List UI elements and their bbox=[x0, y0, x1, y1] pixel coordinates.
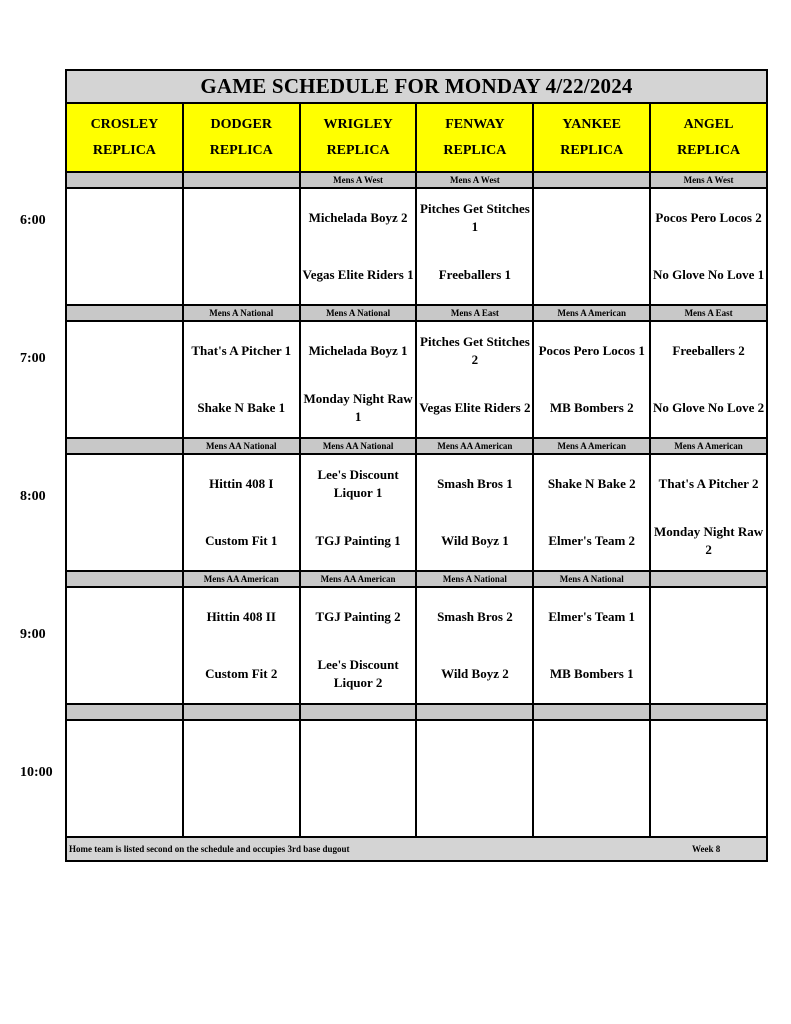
home-team: TGJ Painting 1 bbox=[315, 533, 401, 549]
division-label bbox=[533, 704, 650, 720]
visiting-team bbox=[184, 732, 299, 768]
game-cell bbox=[650, 321, 767, 438]
game-row bbox=[66, 587, 767, 704]
game-cell bbox=[183, 188, 300, 305]
visiting-team: Shake N Bake 2 bbox=[547, 475, 636, 491]
visiting-team: Hittin 408 I bbox=[209, 475, 274, 491]
field-header-fenway bbox=[416, 103, 533, 172]
division-label bbox=[66, 704, 183, 720]
matchup bbox=[417, 455, 532, 570]
game-cell bbox=[533, 321, 650, 438]
schedule-title: GAME SCHEDULE FOR MONDAY 4/22/2024 bbox=[66, 70, 767, 103]
game-cell bbox=[183, 720, 300, 837]
division-row bbox=[66, 704, 767, 720]
visiting-team: Smash Bros 2 bbox=[437, 608, 513, 624]
visiting-team bbox=[417, 732, 532, 768]
home-team: Monday Night Raw 2 bbox=[654, 524, 764, 558]
division-label bbox=[650, 571, 767, 587]
game-cell bbox=[416, 188, 533, 305]
division-label: Mens A National bbox=[416, 571, 533, 587]
visiting-team: That's A Pitcher 1 bbox=[191, 342, 292, 358]
visiting-team bbox=[67, 732, 182, 768]
game-row bbox=[66, 188, 767, 305]
division-label bbox=[66, 305, 183, 321]
division-label bbox=[66, 172, 183, 188]
division-label: Mens AA National bbox=[300, 438, 417, 454]
visiting-team bbox=[301, 732, 416, 768]
game-cell bbox=[183, 587, 300, 704]
division-row bbox=[66, 571, 767, 587]
home-team bbox=[67, 523, 182, 559]
game-cell bbox=[300, 454, 417, 571]
week-label: Week 8 bbox=[692, 844, 721, 854]
field-name: FENWAY bbox=[445, 116, 505, 132]
game-cell bbox=[533, 454, 650, 571]
schedule-sheet bbox=[65, 69, 768, 862]
visiting-team: Smash Bros 1 bbox=[437, 475, 513, 491]
game-row bbox=[66, 454, 767, 571]
field-header-yankee bbox=[533, 103, 650, 172]
visiting-team bbox=[534, 732, 649, 768]
game-cell bbox=[533, 720, 650, 837]
home-team bbox=[184, 789, 299, 825]
field-name: CROSLEY bbox=[90, 116, 159, 132]
home-team: MB Bombers 1 bbox=[549, 666, 634, 682]
visiting-team bbox=[651, 732, 766, 768]
game-cell bbox=[416, 454, 533, 571]
home-team: No Glove No Love 1 bbox=[652, 267, 765, 283]
matchup bbox=[301, 721, 416, 836]
division-label: Mens A East bbox=[650, 305, 767, 321]
division-label: Mens AA American bbox=[416, 438, 533, 454]
home-team-note: Home team is listed second on the schedule and occupies 3rd base dugout bbox=[69, 844, 350, 854]
matchup bbox=[67, 721, 182, 836]
footer-cell bbox=[66, 837, 767, 861]
game-row bbox=[66, 321, 767, 438]
game-cell bbox=[66, 454, 183, 571]
matchup bbox=[534, 721, 649, 836]
division-row bbox=[66, 438, 767, 454]
matchup bbox=[417, 588, 532, 703]
time-label: 7:00 bbox=[20, 351, 46, 366]
visiting-team bbox=[184, 200, 299, 236]
field-name: YANKEE bbox=[562, 116, 622, 132]
division-label bbox=[416, 704, 533, 720]
matchup bbox=[184, 721, 299, 836]
game-cell bbox=[66, 321, 183, 438]
home-team bbox=[67, 656, 182, 692]
home-team bbox=[301, 789, 416, 825]
matchup bbox=[534, 455, 649, 570]
visiting-team: Elmer's Team 1 bbox=[548, 608, 636, 624]
visiting-team: Pocos Pero Locos 1 bbox=[538, 342, 645, 358]
field-name: DODGER bbox=[210, 116, 272, 132]
game-cell bbox=[416, 321, 533, 438]
field-header-angel bbox=[650, 103, 767, 172]
field-subtitle: REPLICA bbox=[92, 142, 156, 158]
home-team: Vegas Elite Riders 1 bbox=[302, 267, 414, 283]
visiting-team: Pitches Get Stitches 2 bbox=[420, 333, 530, 367]
visiting-team: Lee's Discount Liquor 1 bbox=[317, 466, 399, 500]
game-cell bbox=[300, 720, 417, 837]
title-row bbox=[66, 70, 767, 103]
matchup bbox=[534, 588, 649, 703]
division-label: Mens AA American bbox=[300, 571, 417, 587]
home-team: No Glove No Love 2 bbox=[652, 400, 765, 416]
matchup bbox=[184, 455, 299, 570]
matchup bbox=[651, 588, 766, 703]
field-subtitle: REPLICA bbox=[209, 142, 273, 158]
game-cell bbox=[300, 321, 417, 438]
division-row bbox=[66, 305, 767, 321]
home-team bbox=[417, 789, 532, 825]
matchup bbox=[417, 189, 532, 304]
matchup bbox=[301, 588, 416, 703]
visiting-team: That's A Pitcher 2 bbox=[658, 475, 759, 491]
game-cell bbox=[416, 720, 533, 837]
home-team bbox=[534, 789, 649, 825]
game-cell bbox=[533, 188, 650, 305]
game-cell bbox=[300, 587, 417, 704]
matchup bbox=[417, 721, 532, 836]
visiting-team bbox=[67, 466, 182, 502]
visiting-team: TGJ Painting 2 bbox=[315, 608, 401, 624]
game-row bbox=[66, 720, 767, 837]
visiting-team bbox=[534, 200, 649, 236]
game-cell bbox=[183, 454, 300, 571]
matchup bbox=[67, 322, 182, 437]
game-cell bbox=[533, 587, 650, 704]
game-cell bbox=[66, 188, 183, 305]
game-cell bbox=[183, 321, 300, 438]
time-label: 9:00 bbox=[20, 627, 46, 642]
field-header-dodger bbox=[183, 103, 300, 172]
matchup bbox=[651, 721, 766, 836]
home-team: Custom Fit 2 bbox=[205, 666, 278, 682]
field-subtitle: REPLICA bbox=[443, 142, 507, 158]
visiting-team bbox=[651, 599, 766, 635]
visiting-team: Hittin 408 II bbox=[206, 608, 276, 624]
field-name: WRIGLEY bbox=[323, 116, 393, 132]
field-subtitle: REPLICA bbox=[326, 142, 390, 158]
home-team: MB Bombers 2 bbox=[549, 400, 634, 416]
home-team: Vegas Elite Riders 2 bbox=[419, 400, 531, 416]
field-name: ANGEL bbox=[683, 116, 734, 132]
field-subtitle: REPLICA bbox=[677, 142, 741, 158]
division-row bbox=[66, 172, 767, 188]
home-team bbox=[651, 656, 766, 692]
matchup bbox=[67, 588, 182, 703]
matchup bbox=[651, 189, 766, 304]
game-cell bbox=[300, 188, 417, 305]
division-label bbox=[650, 704, 767, 720]
visiting-team bbox=[67, 200, 182, 236]
home-team: Elmer's Team 2 bbox=[548, 533, 636, 549]
time-label: 8:00 bbox=[20, 489, 46, 504]
division-label: Mens A East bbox=[416, 305, 533, 321]
matchup bbox=[301, 455, 416, 570]
footer-row bbox=[66, 837, 767, 861]
visiting-team bbox=[67, 599, 182, 635]
division-label bbox=[300, 704, 417, 720]
home-team: Lee's Discount Liquor 2 bbox=[317, 657, 399, 691]
matchup bbox=[184, 322, 299, 437]
division-label: Mens AA National bbox=[183, 438, 300, 454]
visiting-team: Pocos Pero Locos 2 bbox=[655, 209, 762, 225]
division-label bbox=[183, 704, 300, 720]
game-cell bbox=[66, 587, 183, 704]
home-team bbox=[67, 390, 182, 426]
division-label: Mens A West bbox=[416, 172, 533, 188]
field-header-crosley bbox=[66, 103, 183, 172]
home-team: Freeballers 1 bbox=[438, 267, 512, 283]
matchup bbox=[651, 455, 766, 570]
home-team bbox=[184, 257, 299, 293]
time-label: 10:00 bbox=[20, 765, 53, 780]
matchup bbox=[534, 322, 649, 437]
visiting-team: Pitches Get Stitches 1 bbox=[420, 200, 530, 234]
matchup bbox=[301, 322, 416, 437]
matchup bbox=[184, 189, 299, 304]
visiting-team bbox=[67, 333, 182, 369]
home-team: Monday Night Raw 1 bbox=[303, 391, 413, 425]
field-subtitle: REPLICA bbox=[560, 142, 624, 158]
division-label: Mens A West bbox=[300, 172, 417, 188]
matchup bbox=[67, 189, 182, 304]
home-team: Custom Fit 1 bbox=[205, 533, 278, 549]
division-label: Mens A National bbox=[183, 305, 300, 321]
division-label: Mens A National bbox=[300, 305, 417, 321]
division-label: Mens A American bbox=[533, 305, 650, 321]
division-label: Mens A National bbox=[533, 571, 650, 587]
division-label bbox=[533, 172, 650, 188]
division-label: Mens AA American bbox=[183, 571, 300, 587]
home-team: Wild Boyz 1 bbox=[441, 533, 509, 549]
division-label bbox=[66, 571, 183, 587]
home-team bbox=[67, 257, 182, 293]
home-team bbox=[534, 257, 649, 293]
visiting-team: Michelada Boyz 2 bbox=[308, 209, 408, 225]
division-label: Mens A West bbox=[650, 172, 767, 188]
matchup bbox=[184, 588, 299, 703]
matchup bbox=[301, 189, 416, 304]
field-header-row bbox=[66, 103, 767, 172]
division-label bbox=[66, 438, 183, 454]
time-label: 6:00 bbox=[20, 213, 46, 228]
division-label bbox=[183, 172, 300, 188]
game-cell bbox=[650, 188, 767, 305]
matchup bbox=[67, 455, 182, 570]
division-label: Mens A American bbox=[533, 438, 650, 454]
home-team bbox=[67, 789, 182, 825]
game-cell bbox=[66, 720, 183, 837]
division-label: Mens A American bbox=[650, 438, 767, 454]
schedule-table bbox=[65, 69, 768, 862]
visiting-team: Michelada Boyz 1 bbox=[308, 342, 408, 358]
visiting-team: Freeballers 2 bbox=[672, 342, 745, 358]
home-team: Wild Boyz 2 bbox=[441, 666, 509, 682]
game-cell bbox=[650, 454, 767, 571]
home-team: Shake N Bake 1 bbox=[197, 400, 286, 416]
game-cell bbox=[416, 587, 533, 704]
matchup bbox=[417, 322, 532, 437]
game-cell bbox=[650, 587, 767, 704]
matchup bbox=[651, 322, 766, 437]
game-cell bbox=[650, 720, 767, 837]
matchup bbox=[534, 189, 649, 304]
home-team bbox=[651, 789, 766, 825]
field-header-wrigley bbox=[300, 103, 417, 172]
